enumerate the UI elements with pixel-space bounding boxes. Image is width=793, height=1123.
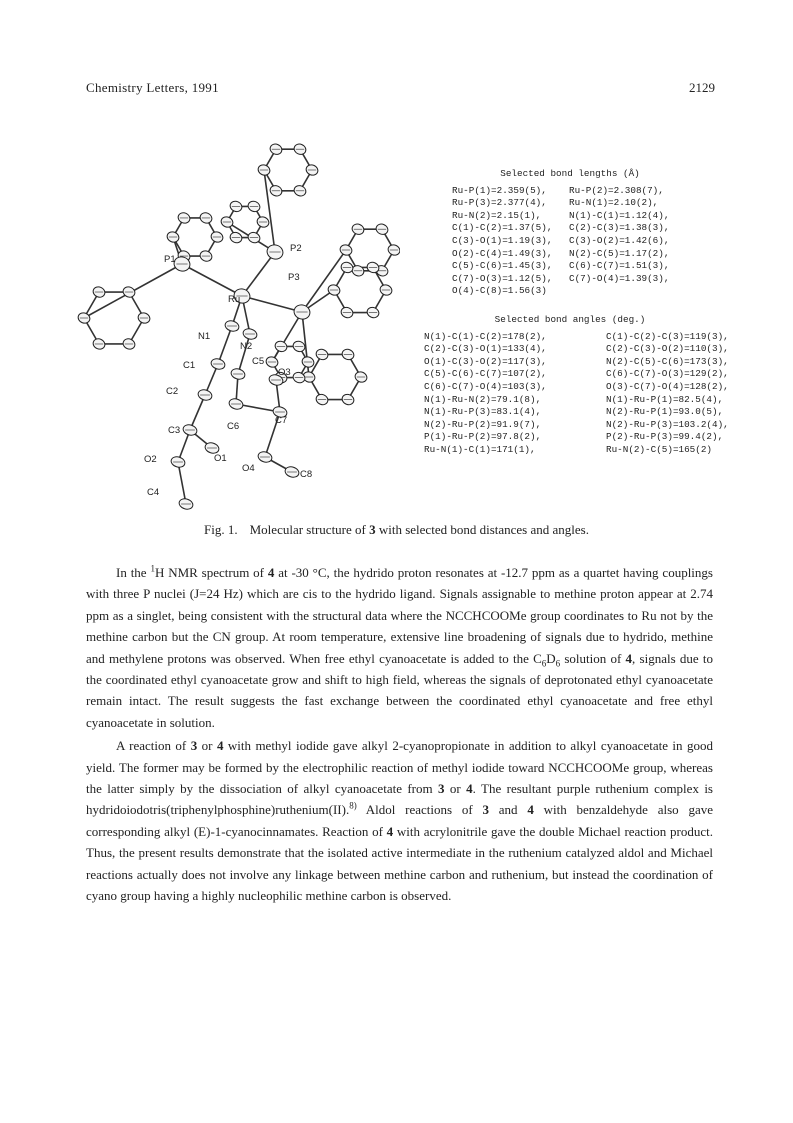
text-run: or [444,781,467,797]
bond-line [264,170,275,252]
table-cell: C(1)-C(2)=1.37(5), [452,222,553,234]
table-cell: C(6)-C(7)-O(4)=103(3), [424,380,547,392]
table-cell: N(2)-Ru-P(1)=93.0(5), [606,406,724,418]
table-cell: O(3)-C(7)-O(4)=128(2), [606,380,729,392]
atom-label: C2 [166,386,179,397]
table-cell: Ru-N(1)-C(1)=171(1), [424,443,536,455]
atom-label-group [144,243,312,498]
table-cell: C(1)-C(2)-C(3)=119(3), [606,330,729,342]
table-cell: C(3)-O(1)=1.19(3), [452,234,553,246]
table-cell: N(1)-C(1)=1.12(4), [569,209,670,221]
atom-label: O1 [214,453,227,464]
table-cell: C(6)-C(7)-O(3)=129(2), [606,368,729,380]
bond-line [272,312,302,362]
table-cell: C(2)-C(3)=1.38(3), [569,222,670,234]
bond-line [238,334,253,374]
table-cell: C(5)-C(6)=1.45(3), [452,260,553,272]
phenyl-ring [173,218,217,256]
table-cell: N(1)-Ru-N(2)=79.1(8), [424,393,542,405]
compound-number: 4 [267,565,275,580]
table-cell: N(1)-Ru-P(3)=83.1(4), [424,406,542,418]
table-cell: C(2)-C(3)-O(1)=133(4), [424,343,547,355]
atom-label: Ru [228,294,241,305]
compound-number: 4 [386,823,394,839]
table-cell: Ru-P(3)=2.377(4), [452,197,547,209]
bond-line [218,326,232,364]
table-cell: Ru-P(1)=2.359(5), [452,184,547,196]
text-run: . The resultant purple ruthenium complex is hydridoiodotris(triphenylphosphine)ruthenium(II). [86,781,713,818]
text-run: Aldol reactions of [356,802,483,818]
bond-angles-table [424,330,729,457]
table-cell: O(2)-C(4)=1.49(3), [452,247,553,259]
atom-label: P1 [164,254,176,265]
atom-label: P3 [288,272,300,283]
table-cell: Ru-P(2)=2.308(7), [569,184,664,196]
reference-superscript: 8) [349,801,357,812]
atom-ellipsoids [77,142,400,511]
text-run: and [488,802,528,818]
atom-label: C4 [147,487,160,498]
table-cell: P(1)-Ru-P(2)=97.8(2), [424,431,542,443]
atom-label: O2 [144,454,157,465]
bond-line [182,264,242,296]
atom-label: C1 [183,360,196,371]
atom-label: P2 [290,243,302,254]
figure-label: Fig. 1. [204,522,238,537]
paragraph [86,562,713,733]
text-run: with benzaldehyde also gave corresponding alkyl (E)-1-cyanocinnamates. Reaction of [86,802,713,839]
caption-text: Molecular structure of [249,522,370,537]
table-cell: N(1)-C(1)-C(2)=178(2), [424,330,547,342]
compound-number: 3 [438,781,445,797]
subscript: 6 [555,658,561,669]
table-cell [569,285,705,298]
subscript: 6 [541,658,547,669]
table-cell: P(2)-Ru-P(3)=99.4(2), [606,431,724,443]
compound-number: 4 [625,650,633,666]
table-cell: N(2)-C(5)=1.17(2), [569,247,670,259]
text-run: , signals due to the coordinated ethyl cyanoacetate grow and shift to high field, whereas the signals of deprotonated ethyl cyanoacetate remain intact. The result suggests the fast exchange between the coordinated ethyl cyanoacetate and free ethyl cyanoacetate in solution. [86,650,713,730]
table-cell: C(6)-C(7)=1.51(3), [569,260,670,272]
page-header [86,80,715,100]
text-run: A reaction of [116,738,191,754]
table-cell: C(2)-C(3)-O(2)=110(3), [606,343,729,355]
figure-caption [0,522,793,538]
table-cell: O(4)-C(8)=1.56(3) [452,285,547,297]
table-cell: N(2)-Ru-P(2)=91.9(7), [424,418,542,430]
compound-number: 4 [527,802,534,818]
phenyl-ring [309,354,361,399]
text-run: or [197,738,217,754]
text-run: at -30 °C, the hydrido proton resonates at -12.7 ppm as a quartet having couplings with three P nuclei (J=24 Hz) which are cis to the hydrido ligand. Signals assignable to methine proton appear at 2.74 ppm as a singlet, being consistent with the structural data where the NCCHCOOMe group coordinates to Ru not by the methine carbon but the CN group. At room temperature, extensive line broadening of signals due to hydrido, methine and methylene protons was observed. When free ethyl cyanoacetate is added to the C [86,565,713,666]
text-run: with methyl iodide gave alkyl 2-cyanopropionate in addition to alkyl cyanoacetate in good yield. The former may be formed by the electrophilic reaction of methyl iodide toward NCCHCOOMe group, whereas the latter simply by the dissociation of alkyl cyanoacetate from [86,738,713,797]
table-cell: Ru-N(1)=2.10(2), [569,197,659,209]
table-cell: O(1)-C(3)-O(2)=117(3), [424,355,547,367]
text-run: solution of [560,650,626,666]
bond-line [242,296,302,312]
body-text [86,562,713,907]
bond-line [242,252,275,296]
table-cell: C(7)-O(3)=1.12(5), [452,272,553,284]
text-run: H NMR spectrum of [154,565,268,580]
table-cell: Ru-N(2)-C(5)=165(2) [606,443,713,455]
bond-line [190,395,205,430]
compound-number: 4 [216,738,224,754]
table-cell: N(2)-C(5)-C(6)=173(3), [606,355,729,367]
bond-angles-title: Selected bond angles (deg.) [494,313,646,325]
compound-number: 3 [482,802,489,818]
atom-label: O3 [278,367,291,378]
phenyl-ring [84,292,144,344]
paragraph [86,735,713,906]
phenyl-ring [264,149,312,191]
atom-label: C8 [300,469,313,480]
superscript: 1 [150,563,155,574]
atom-label: O4 [242,463,255,474]
text-run: In the [116,565,151,580]
compound-number: 4 [466,781,473,797]
atom-label: N2 [240,341,253,352]
bond-line [178,462,186,504]
atom-label: C6 [227,421,240,432]
table-cell: C(5)-C(6)-C(7)=107(2), [424,368,547,380]
caption-text: with selected bond distances and angles. [375,522,589,537]
compound-number: 3 [190,738,198,754]
compound-number: 3 [369,522,376,537]
bond-lengths-title: Selected bond lengths (Å) [500,168,640,179]
molecular-structure-figure [70,112,400,517]
bond-data-tables [420,168,729,456]
table-cell: N(1)-Ru-P(1)=82.5(4), [606,393,724,405]
table-cell: C(7)-O(4)=1.39(3), [569,272,670,284]
journal-name: Chemistry Letters, 1991 [86,80,219,95]
text-run: D [546,650,556,666]
table-cell: Ru-N(2)=2.15(1), [452,209,542,221]
table-cell: C(3)-O(2)=1.42(6), [569,234,670,246]
atom-label: N1 [198,331,211,342]
atom-label: C5 [252,356,265,367]
text-run: with acrylonitrile gave the double Michael reaction product. Thus, the present results demonstrate that the isolated active intermediate in the ruthenium catalyzed aldol and Michael reactions actually does not involve any linkage between methine carbon and ruthenium, but instead the coordination of cyano group having a highly nucleophilic methine carbon is observed. [86,823,714,904]
atom-label: C7 [275,415,288,426]
page-number: 2129 [689,80,715,95]
table-cell: N(2)-Ru-P(3)=103.2(4), [606,418,729,430]
bond-lengths-table [452,185,720,298]
atom-label: C3 [168,425,181,436]
